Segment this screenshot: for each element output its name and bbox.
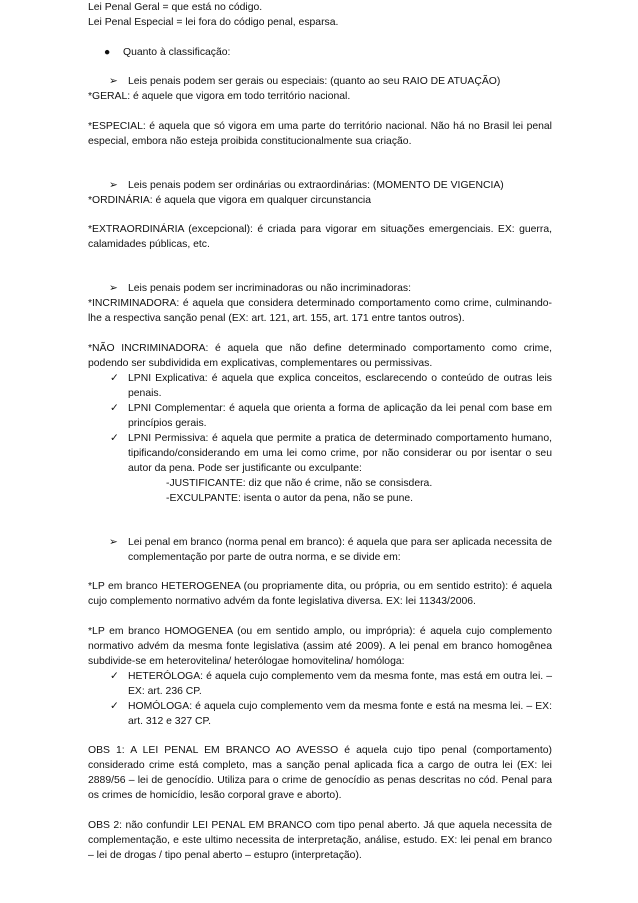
text-line: Lei Penal Geral = que está no código. <box>88 2 263 13</box>
paragraph: *EXTRAORDINÁRIA (excepcional): é criada para vigorar em situações emergenciais. EX: guerra, calamidades públicas, etc. <box>88 224 552 250</box>
list-item-label: LPNI Permissiva: é aquela que permite a pratica de determinado comportamento humano, tipificando/considerando em uma lei como crime, por não considerar ou por isentar o seu autor da pena. Pode ser justificante ou exculpante: <box>128 432 552 474</box>
paragraph: OBS 2: não confundir LEI PENAL EM BRANCO com tipo penal aberto. Já que aquela necessita de complementação, e este ultimo necessita de interpretação, análise, estudo. EX: lei penal em branco – lei de drogas / tipo penal aberto – estupro (interpretação). <box>88 819 552 861</box>
arrow-bullet-icon: ➢ <box>109 76 118 87</box>
list-item-label: Leis penais podem ser incriminadoras ou não incriminadoras: <box>128 283 412 294</box>
bullet-icon: ● <box>104 46 111 58</box>
list-item-label: Leis penais podem ser gerais ou especiais: (quanto ao seu RAIO DE ATUAÇÃO) <box>128 76 501 87</box>
paragraph: *LP em branco HOMOGENEA (ou em sentido amplo, ou imprópria): é aquela cujo complemento normativo advém da mesma fonte legislativa (assim até 2009). A lei penal em branco homogênea subdivide-se em heterovitelina/ heterólogae homovitelina/ homóloga: <box>88 625 552 667</box>
paragraph: *NÃO INCRIMINADORA: é aquela que não define determinado comportamento como crime, podendo ser subdividida em explicativas, complementares ou permissivas. <box>88 342 552 369</box>
sub-item: -JUSTIFICANTE: diz que não é crime, não se consisdera. <box>166 477 433 489</box>
check-bullet-icon: ✓ <box>110 402 119 414</box>
sub-item: -EXCULPANTE: isenta o autor da pena, não se pune. <box>166 492 414 504</box>
text-line: *GERAL: é aquele que vigora em todo território nacional. <box>88 91 351 102</box>
check-bullet-icon: ✓ <box>110 372 119 384</box>
text-line: *ORDINÁRIA: é aquela que vigora em qualquer circunstancia <box>88 194 372 206</box>
arrow-bullet-icon: ➢ <box>109 179 118 191</box>
paragraph: *ESPECIAL: é aquela que só vigora em uma parte do território nacional. Não há no Brasil lei penal especial, embora não esteja proibida constitucionalmente sua criação. <box>88 120 552 147</box>
list-item-label: LPNI Explicativa: é aquela que explica conceitos, esclarecendo o conteúdo de outras leis penais. <box>128 372 552 399</box>
list-item <box>88 281 552 296</box>
list-item-label: HETERÓLOGA: é aquela cujo complemento vem da mesma fonte, mas está em outra lei. – EX: art. 236 CP. <box>128 670 552 697</box>
list-item-label: Leis penais podem ser ordinárias ou extraordinárias: (MOMENTO DE VIGENCIA) <box>128 179 504 191</box>
list-item <box>88 431 552 476</box>
list-item-label: LPNI Complementar: é aquela que orienta a forma de aplicação da lei penal com base em princípios gerais. <box>128 402 552 429</box>
list-item-label: HOMÓLOGA: é aquela cujo complemento vem da mesma fonte e está na mesma lei. – EX: art. 312 e 327 CP. <box>128 700 552 727</box>
text-line: Lei Penal Especial = lei fora do código penal, esparsa. <box>88 17 339 28</box>
list-item-label: Quanto à classificação: <box>123 46 231 58</box>
list-item <box>88 535 552 565</box>
list-item <box>88 74 552 89</box>
arrow-bullet-icon: ➢ <box>109 536 118 548</box>
check-bullet-icon: ✓ <box>110 700 119 712</box>
list-item <box>88 699 552 729</box>
paragraph: OBS 1: A LEI PENAL EM BRANCO AO AVESSO é aquela cujo tipo penal (comportamento) considerado crime está completo, mas a sanção penal aplicada fica a cargo de outra lei (EX: lei 2889/56 – lei de genocídio. Utiliza para o crime de genocídio as penas descritas no cód. Penal para os crimes de homicídio, lesão corporal grave e aborto). <box>88 745 552 801</box>
list-item <box>88 178 552 193</box>
check-bullet-icon: ✓ <box>110 670 119 682</box>
paragraph: *LP em branco HETEROGENEA (ou propriamente dita, ou própria, ou em sentido estrito): é aquela cujo complemento normativo advém da fonte legislativa diversa. EX: lei 11343/2006. <box>88 581 552 607</box>
list-item <box>88 401 552 431</box>
arrow-bullet-icon: ➢ <box>109 283 118 294</box>
paragraph: *INCRIMINADORA: é aquela que considera determinado comportamento como crime, culminando-lhe a respectiva sanção penal (EX: art. 121, art. 155, art. 171 entre tantos outros). <box>88 298 552 324</box>
check-bullet-icon: ✓ <box>110 432 119 444</box>
list-item <box>88 371 552 401</box>
list-item-label: Lei penal em branco (norma penal em branco): é aquela que para ser aplicada necessita de complementação por parte de outra norma, e se divide em: <box>128 536 552 563</box>
document-page <box>88 0 552 863</box>
list-item <box>88 45 552 60</box>
list-item <box>88 669 552 699</box>
